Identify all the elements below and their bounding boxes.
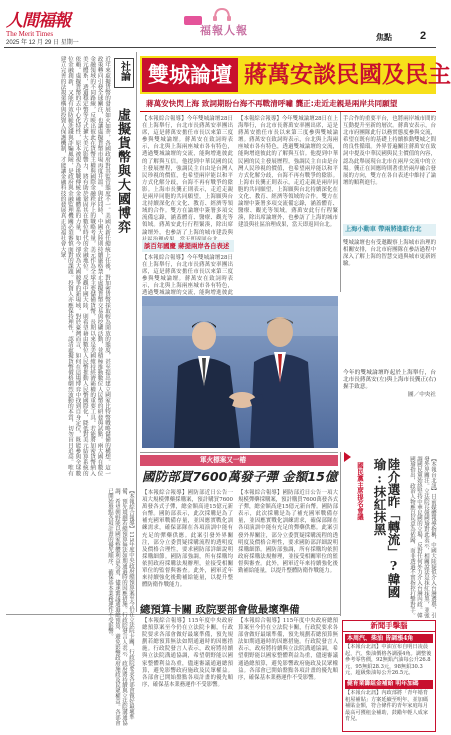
editorial (4, 52, 134, 484)
lead-subheading-box (142, 240, 234, 252)
masthead-date: 2025 年 12 月 29 日 星期一 (6, 40, 79, 46)
banner-subhead: 蔣萬安快閃上海 致詞期盼台海不再戰清呼嘯 龔正:走近走親是兩岸共同願望 (146, 99, 398, 108)
mid-kicker-band (140, 455, 338, 466)
masthead-center-graphic (172, 4, 272, 44)
editorial-body: 近年來虛擬貨幣的發展如火如荼，各國政府對其監管態度不一。美國在新任總統上任後，對加密貨幣採取較為開放的態度，甚至提出建立國家比特幣戰略儲備的構想。這一政策轉向引發全球關注，也讓虛擬貨幣市場再度升溫。與此同時，中國大陸則持續嚴格禁止虛擬貨幣交易與挖礦活動，並積極推動數位人民幣的研發與試點。兩大國在數位金融領域的不同路線，反映出彼此在貨幣主權與國際金融秩序上的戰略考量。美元作為全球主要儲備貨幣，長期以來是美國維持經濟霸權的重要工具。若能將加密貨幣納入美元體系，透過穩定幣等方式擴大美元影響力，將有助於鞏固其在數位時代的金融地位。反觀中國大陸，則希望藉由數位人民幣推動人民幣國際化，降低對美元結算系統的依賴。虛擬貨幣的去中心化特性，原本被視為挑戰傳統金融體系的力量，如今卻成為大國競爭的新場域。對於臺灣而言，如何在這場博弈中找到自身定位，既能參與全球數位金融創新，又能有效防範洗錢與詐騙風險，是政府與金融監理機關必須審慎面對的課題。投資人亦應保持理性，認清虛擬貨幣價格劇烈波動的本質，切勿盲目追高。唯有建立完善的法規架構與投資人保護機制，才能讓金融科技的發展真正造福社會大眾。 (59, 56, 110, 476)
right-story-body: 手合作的重要平台，也將兩岸城市間的互動提升至新的層次。蔣萬安表示，台北市府團隊此行以務實態度參與交流，希望在既有的基礎上持續推動雙城之間的良性循環。外界普遍關注蔣萬安在致詞中提及中華民國與民主價值的內容，認為此舉展現台北市在兩岸交流中的立場。龔正在回應時則著重於兩岸融合發展的方向，雙方在各自表述中維持了論壇的順利進行。 (343, 116, 436, 186)
editorial-tag (114, 58, 134, 88)
masthead-logo (6, 6, 74, 38)
right-subheading: 上海小動車 帶兩將進駐台北 (345, 226, 422, 233)
banner-kicker: 雙城論壇 (148, 63, 232, 87)
news-item1-title: 本周汽、柴油 皆調漲4角 (345, 634, 433, 643)
banner (140, 56, 451, 94)
right-subheading-box (343, 224, 436, 236)
banner-headline: 蔣萬安談民國及民主 (244, 62, 451, 88)
section-label: 焦點 (376, 33, 392, 42)
mid-right-body: 【本報台北訊】日前媒體報導指稱，中國大陸疑似介入台灣選舉，引發外界關注。立法院長韓國瑜對此表示，相關說法是抹紅抹黑，並強調國民黨始終堅持中華民國的立場，反對任何外力介入台灣內政。韓國瑜指出，政治人物應以民意為依歸，而非透過不實指控打擊對手。 (409, 456, 436, 618)
logo-cn: 人間福報 (6, 11, 70, 31)
photo-caption (343, 370, 436, 442)
news-item1-body: 【本報台北訊】中油宣布自明日凌晨起，汽、柴油價格各調漲4角。調整後參考零售價，92無鉛汽油每公升26.8元，95無鉛28.3元，98無鉛30.3元，超級柴油每公升26.5元。 (345, 644, 432, 677)
photo-caption-text: 今年的雙城論壇昨起於上海舉行，台北市長蔣萬安(左)與上海市長龔正(右)握手致意。 (343, 370, 436, 391)
banner-kicker-box (142, 58, 238, 92)
editorial-tag-text: 社論 (118, 61, 130, 81)
mid-body-col2: 【本報綜合報導】國防部近日公告一項大規模彈藥採購案，預計購買7600萬發各式子彈，總金額高達15億元新台幣。國防部表示，此次採購是為了補充國軍戰備存量，並因應實戰化訓練需求，確保部隊在各項演訓中能有充足的彈藥供應。此案引發外界關注，部分立委質疑採購流程的透明度及價格合理性，要求國防部詳細說明採購細節。國防部強調，所有採購均依照政府採購法規辦理，並接受相關單位的監督與審查。此外，國軍近年來持續強化後勤補給能量，以提升整體防衛作戰能力。 (238, 490, 338, 575)
banner-rule (140, 111, 436, 112)
photo-credit: 圖／中央社 (408, 391, 436, 398)
red-arrow-icon (344, 452, 351, 462)
editorial-divider (136, 52, 137, 612)
masthead-divider (4, 47, 436, 48)
mid-top-rule (140, 452, 338, 453)
lead-story-col1b: 【本報綜合報導】今年雙城論壇28日在上海舉行，台北市長蔣萬安率團出席，這是蔣萬安擔任市長以來第三度參與雙城論壇。蔣萬安在致詞時表示，台北與上海兩座城市各有特色，透過雙城論壇的交流，能夠增進彼此 (142, 255, 233, 297)
right-sub-body: 雙城論壇也有受邀觀察上海城市治理的相關安排，台北市府團隊在參訪過程中深入了解上海的智慧交通與城市更新經驗。 (343, 240, 436, 268)
headphones-icon (212, 6, 232, 20)
lead-story-col2: 【本報綜合報導】今年雙城論壇28日在上海舉行，台北市長蔣萬安率團出席，這是蔣萬安擔任市長以來第三度參與雙城論壇。蔣萬安在致詞時表示，台北與上海兩座城市各有特色，透過雙城論壇的交流，能夠增進彼此的了解與互信。他提到中華民國的民主發展歷程，強調民主自由是台灣人民珍視的價值，也希望兩岸能以和平方式化解分歧，台海不再有戰爭的陰影。上海市長龔正則表示，走近走親是兩岸同胞的共同願望，上海願與台北持續深化在文化、教育、經濟等領域的合作。雙方在論壇中簽署多項交流備忘錄，涵蓋體育、醫療、觀光等領域。蔣萬安此行行程緊湊，除出席論壇外，也參訪了上海的城市建設與社區治理成果，當天即返回台北。 (238, 116, 338, 229)
lead-story-col1: 【本報綜合報導】今年雙城論壇28日在上海舉行，台北市長蔣萬安率團出席，這是蔣萬安擔任市長以來第三度參與雙城論壇。蔣萬安在致詞時表示，台北與上海兩座城市各有特色，透過雙城論壇的交流，能夠增進彼此的了解與互信。他提到中華民國的民主發展歷程，強調民主自由是台灣人民珍視的價值，也希望兩岸能以和平方式化解分歧，台海不再有戰爭的陰影。上海市長龔正則表示，走近走親是兩岸同胞的共同願望，上海願與台北持續深化在文化、教育、經濟等領域的合作。雙方在論壇中簽署多項交流備忘錄，涵蓋體育、醫療、觀光等領域。蔣萬安此行行程緊湊，除出席論壇外，也參訪了上海的城市建設與 (142, 116, 233, 236)
mid-body-col1: 【本報綜合報導】國防部近日公告一項大規模彈藥採購案，預計購買7600萬發各式子彈，總金額高達15億元新台幣。國防部表示，此次採購是為了補充國軍戰備存量，並因應實戰化訓練需求，確保部隊在各項演訓中能有充足的彈藥供應。此案引發外界關注，部分立委質疑採購流程的透明度及價格合理性，要求國防部詳細說明採購細節。國防部強調，所有採購均依照政府採購法規辦理，並接受相關單位的監督與審查。此外，國軍近年來持續強化後勤補給能量，以提升整體防衛作戰能力。 (142, 490, 233, 589)
mid-kicker: 軍火標案又一樁 (200, 456, 247, 464)
vertical-headline: 陸介選昨「轉流」?韓國瑜:抹紅抹黑 (372, 458, 401, 598)
bottom-left-columns: 【本報綜合報導】115年度中央政府總預算案至今仍在立法院卡關，行政院要求各部會做好最壞準備，預先規劃若總預算無法如期通過時的因應措施。行政院發言人表示，政府將持續與立法院溝通協調，希望朝野能以國家整體利益為重，儘速審議通過總預算，避免影響政府施政及民眾權益。各部會已開始盤點各項計畫的優先順序，確保基本業務運作不受影響。 (107, 488, 134, 726)
news-box-title: 新聞手擊腦 (343, 621, 435, 632)
news-item2-body: 【本報台北訊】內政部將「青年婚育租屋補貼」方案延續至明年，並加碼補貼金額，符合條件的青年家庭每月最高可獲租金補助，鼓勵年輕人成家育兒。 (345, 690, 429, 723)
vertical-subhead: 國民黨主席提名會議 (356, 462, 364, 520)
bottom-body-col1: 【本報綜合報導】115年度中央政府總預算案至今仍在立法院卡關，行政院要求各部會做好最壞準備，預先規劃若總預算無法如期通過時的因應措施。行政院發言人表示，政府將持續與立法院溝通協調，希望朝野能以國家整體利益為重，儘速審議通過總預算，避免影響政府施政及民眾權益。各部會已開始盤點各項計畫的優先順序，確保基本業務運作不受影響。 (142, 618, 233, 688)
logo-en: The Merit Times (6, 30, 54, 38)
editorial-title: 虛擬貨幣與大國博弈 (115, 108, 130, 234)
lead-photo (142, 296, 338, 448)
lead-photo-illustration (142, 296, 338, 448)
news-item2-title: 健育業籌組金補給 明年加碼 (345, 680, 433, 689)
bottom-body-col2: 【本報綜合報導】115年度中央政府總預算案至今仍在立法院卡關，行政院要求各部會做好最壞準備，預先規劃若總預算無法如期通過時的因應措施。行政院發言人表示，政府將持續與立法院溝通協調，希望朝野能以國家整體利益為重，儘速審議通過總預算，避免影響政府施政及民眾權益。各部會已開始盤點各項計畫的優先順序，確保基本業務運作不受影響。 (238, 618, 338, 681)
news-box (342, 620, 436, 732)
center-label: 福報人報 (200, 24, 248, 37)
right-col-divider (340, 112, 341, 292)
mid-headline: 國防部買7600萬發子彈 金額15億 (142, 469, 338, 484)
page-number: 2 (420, 30, 427, 42)
lead-subheading: 談百年國慶 蔣提兩岸各自表述 (144, 242, 230, 250)
masthead (0, 0, 440, 50)
bottom-headline: 總預算卡關 政院要部會做最壞準備 (140, 604, 300, 616)
mid-right-divider (340, 452, 341, 616)
